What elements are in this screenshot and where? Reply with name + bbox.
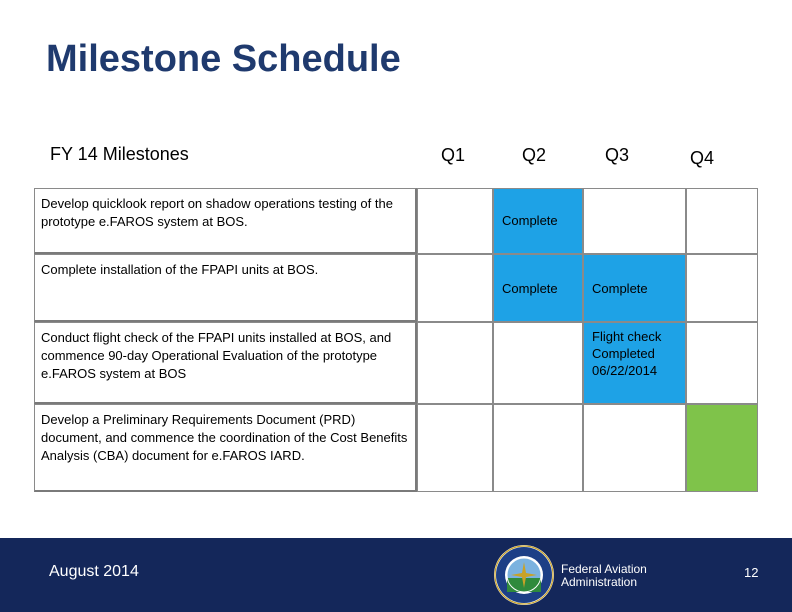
footer-organization <box>561 563 647 589</box>
table-row <box>34 254 417 322</box>
page-number: 12 <box>744 565 759 580</box>
q3-cell <box>583 322 686 404</box>
faa-seal-icon <box>493 544 555 606</box>
footer-date: August 2014 <box>49 563 139 580</box>
milestones-column-header: FY 14 Milestones <box>50 144 189 164</box>
q4-cell <box>686 404 758 492</box>
q4-cell <box>686 254 758 322</box>
q1-cell <box>417 322 493 404</box>
q3-cell <box>583 404 686 492</box>
table-row <box>34 322 417 404</box>
status-text: Complete <box>502 281 558 296</box>
milestone-label: Complete installation of the FPAPI units at BOS. <box>41 262 319 277</box>
organization-line-1: Federal Aviation <box>561 562 647 576</box>
q4-cell <box>686 188 758 254</box>
q4-column-header: Q4 <box>690 148 715 168</box>
q4-cell <box>686 322 758 404</box>
q2-cell <box>493 254 583 322</box>
q2-cell <box>493 404 583 492</box>
page-title: Milestone Schedule <box>46 38 401 80</box>
table-row <box>34 404 417 492</box>
q1-cell <box>417 188 493 254</box>
organization-line-2: Administration <box>561 575 638 589</box>
milestone-label: Conduct flight check of the FPAPI units installed at BOS, and commence 90-day Operational Evaluation of the prototype e.FAROS system at BOS <box>41 330 392 381</box>
table-row <box>34 188 417 254</box>
q3-cell <box>583 188 686 254</box>
status-text: Flight check Completed 06/22/2014 <box>592 329 662 378</box>
q1-column-header: Q1 <box>441 145 466 165</box>
q3-cell <box>583 254 686 322</box>
milestone-label: Develop quicklook report on shadow operations testing of the prototype e.FAROS system at BOS. <box>41 196 393 229</box>
milestone-label: Develop a Preliminary Requirements Document (PRD) document, and commence the coordination of the Cost Benefits Analysis (CBA) document for e.FAROS IARD. <box>41 412 408 463</box>
q1-cell <box>417 254 493 322</box>
status-text: Complete <box>502 213 558 228</box>
q3-column-header: Q3 <box>605 145 630 165</box>
q1-cell <box>417 404 493 492</box>
status-text: Complete <box>592 281 648 296</box>
q2-cell <box>493 188 583 254</box>
q2-column-header: Q2 <box>522 145 547 165</box>
q2-cell <box>493 322 583 404</box>
